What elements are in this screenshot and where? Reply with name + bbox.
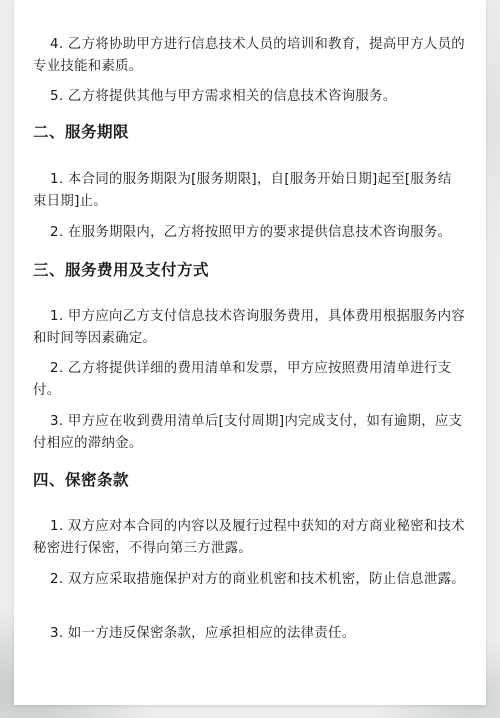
section-heading-fees-payment: 三、服务费用及支付方式 bbox=[33, 261, 210, 279]
section-heading-confidentiality: 四、保密条款 bbox=[33, 471, 130, 489]
clause-1-5: 5. 乙方将提供其他与甲方需求相关的信息技术咨询服务。 bbox=[50, 89, 397, 104]
section-heading-service-term: 二、服务期限 bbox=[33, 123, 130, 141]
clause-4-3: 3. 如一方违反保密条款，应承担相应的法律责任。 bbox=[50, 626, 356, 641]
clause-3-1: 1. 甲方应向乙方支付信息技术咨询服务费用，具体费用根据服务内容和时间等因素确定。 bbox=[33, 309, 465, 346]
clause-2-2: 2. 在服务期限内，乙方将按照甲方的要求提供信息技术咨询服务。 bbox=[50, 225, 452, 240]
clause-4-1: 1. 双方应对本合同的内容以及履行过程中获知的对方商业秘密和技术秘密进行保密，不得向第三方泄露。 bbox=[33, 519, 465, 556]
clause-4-2: 2. 双方应采取措施保护对方的商业机密和技术机密，防止信息泄露。 bbox=[50, 572, 465, 587]
clause-2-1: 1. 本合同的服务期限为[服务期限]，自[服务开始日期]起至[服务结束日期]止。 bbox=[33, 172, 452, 209]
clause-1-4: 4. 乙方将协助甲方进行信息技术人员的培训和教育，提高甲方人员的专业技能和素质。 bbox=[33, 37, 465, 74]
clause-3-3: 3. 甲方应在收到费用清单后[支付周期]内完成支付，如有逾期，应支付相应的滞纳金。 bbox=[33, 414, 463, 451]
clause-3-2: 2. 乙方将提供详细的费用清单和发票，甲方应按照费用清单进行支付。 bbox=[33, 361, 452, 398]
